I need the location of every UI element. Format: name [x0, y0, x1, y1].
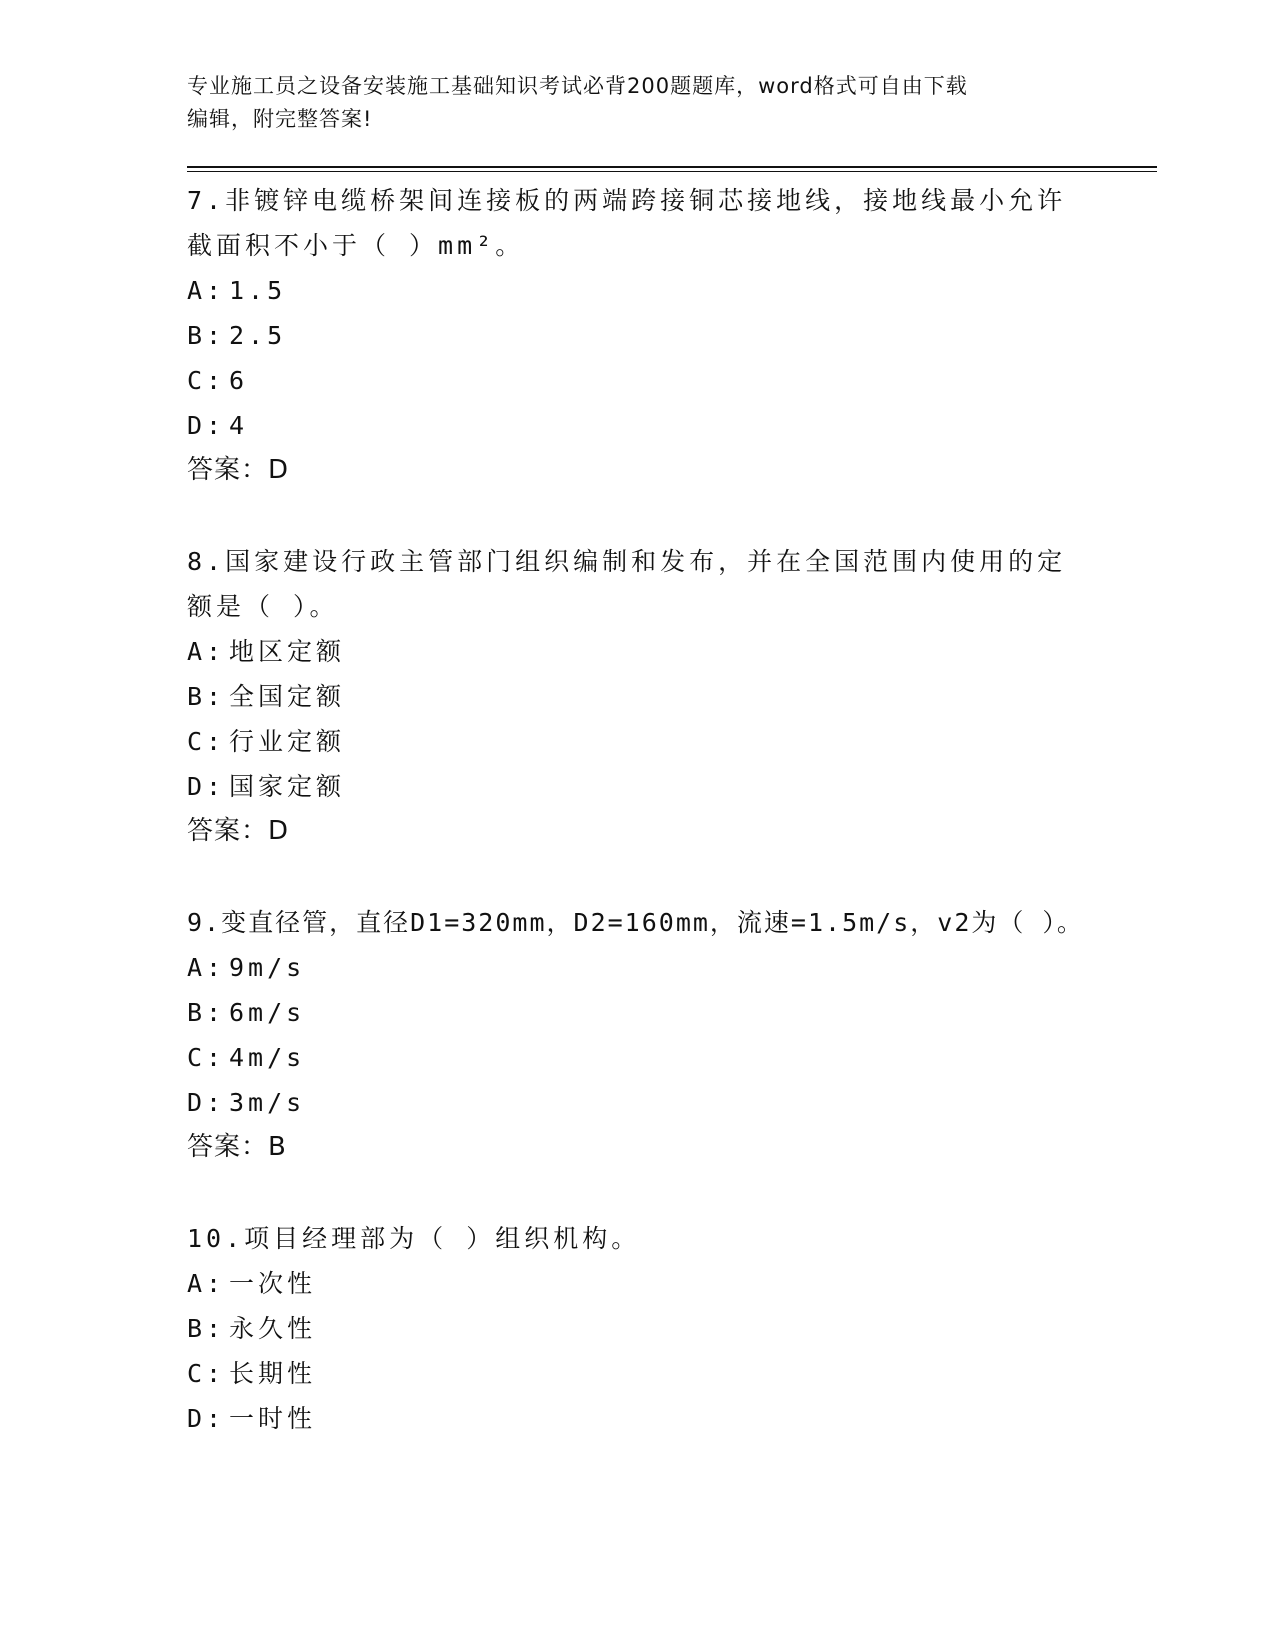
option-text: 一次性	[229, 1269, 317, 1298]
option-text: 1.5	[229, 276, 287, 305]
option-label: A:	[187, 953, 226, 982]
option-text: 国家定额	[229, 772, 346, 801]
option-b	[187, 674, 1157, 719]
option-label: D:	[187, 1088, 226, 1117]
header-divider	[187, 166, 1157, 172]
document-page	[187, 70, 1157, 1441]
question-stem: 9.变直径管，直径D1=320mm，D2=160mm，流速=1.5m/s，v2为（ ）。	[187, 908, 1084, 937]
option-text: 4m/s	[229, 1043, 306, 1072]
option-b	[187, 990, 1157, 1035]
option-label: A:	[187, 637, 226, 666]
option-c	[187, 358, 1157, 403]
answer-line: 答案：B	[187, 1132, 287, 1162]
option-text: 6m/s	[229, 998, 306, 1027]
option-c	[187, 1035, 1157, 1080]
header-title-line-1: 专业施工员之设备安装施工基础知识考试必背200题题库，word格式可自由下载	[187, 74, 968, 98]
option-d	[187, 403, 1157, 448]
option-d	[187, 764, 1157, 809]
option-text: 9m/s	[229, 953, 306, 982]
option-text: 行业定额	[229, 727, 346, 756]
option-text: 永久性	[229, 1314, 317, 1343]
option-label: C:	[187, 1043, 226, 1072]
option-label: C:	[187, 366, 226, 395]
document-header	[187, 70, 1067, 136]
answer-line: 答案：D	[187, 816, 290, 846]
answer-line: 答案：D	[187, 455, 290, 485]
option-label: B:	[187, 1314, 226, 1343]
option-d	[187, 1080, 1157, 1125]
header-title-line-2: 编辑，附完整答案!	[187, 107, 373, 131]
question-stem: 10.项目经理部为（ ）组织机构。	[187, 1224, 641, 1253]
option-label: B:	[187, 682, 226, 711]
option-label: C:	[187, 727, 226, 756]
option-label: A:	[187, 1269, 226, 1298]
option-d	[187, 1396, 1157, 1441]
option-a	[187, 945, 1157, 990]
option-b	[187, 313, 1157, 358]
option-text: 地区定额	[229, 637, 346, 666]
question-10	[187, 1216, 1157, 1441]
option-a	[187, 629, 1157, 674]
option-text: 4	[229, 411, 249, 440]
option-text: 全国定额	[229, 682, 346, 711]
option-text: 2.5	[229, 321, 287, 350]
option-b	[187, 1306, 1157, 1351]
option-c	[187, 1351, 1157, 1396]
question-stem: 7.非镀锌电缆桥架间连接板的两端跨接铜芯接地线，接地线最小允许截面积不小于（ ）mm²。	[187, 186, 1067, 260]
question-stem: 8.国家建设行政主管部门组织编制和发布，并在全国范围内使用的定额是（ ）。	[187, 547, 1067, 621]
option-label: B:	[187, 321, 226, 350]
option-text: 一时性	[229, 1404, 317, 1433]
option-text: 3m/s	[229, 1088, 306, 1117]
option-a	[187, 1261, 1157, 1306]
option-label: D:	[187, 411, 226, 440]
question-8	[187, 539, 1157, 854]
option-text: 6	[229, 366, 249, 395]
question-9	[187, 900, 1157, 1170]
option-label: A:	[187, 276, 226, 305]
option-label: B:	[187, 998, 226, 1027]
option-text: 长期性	[229, 1359, 317, 1388]
option-a	[187, 268, 1157, 313]
option-label: D:	[187, 772, 226, 801]
question-7	[187, 178, 1157, 493]
option-label: C:	[187, 1359, 226, 1388]
option-c	[187, 719, 1157, 764]
option-label: D:	[187, 1404, 226, 1433]
